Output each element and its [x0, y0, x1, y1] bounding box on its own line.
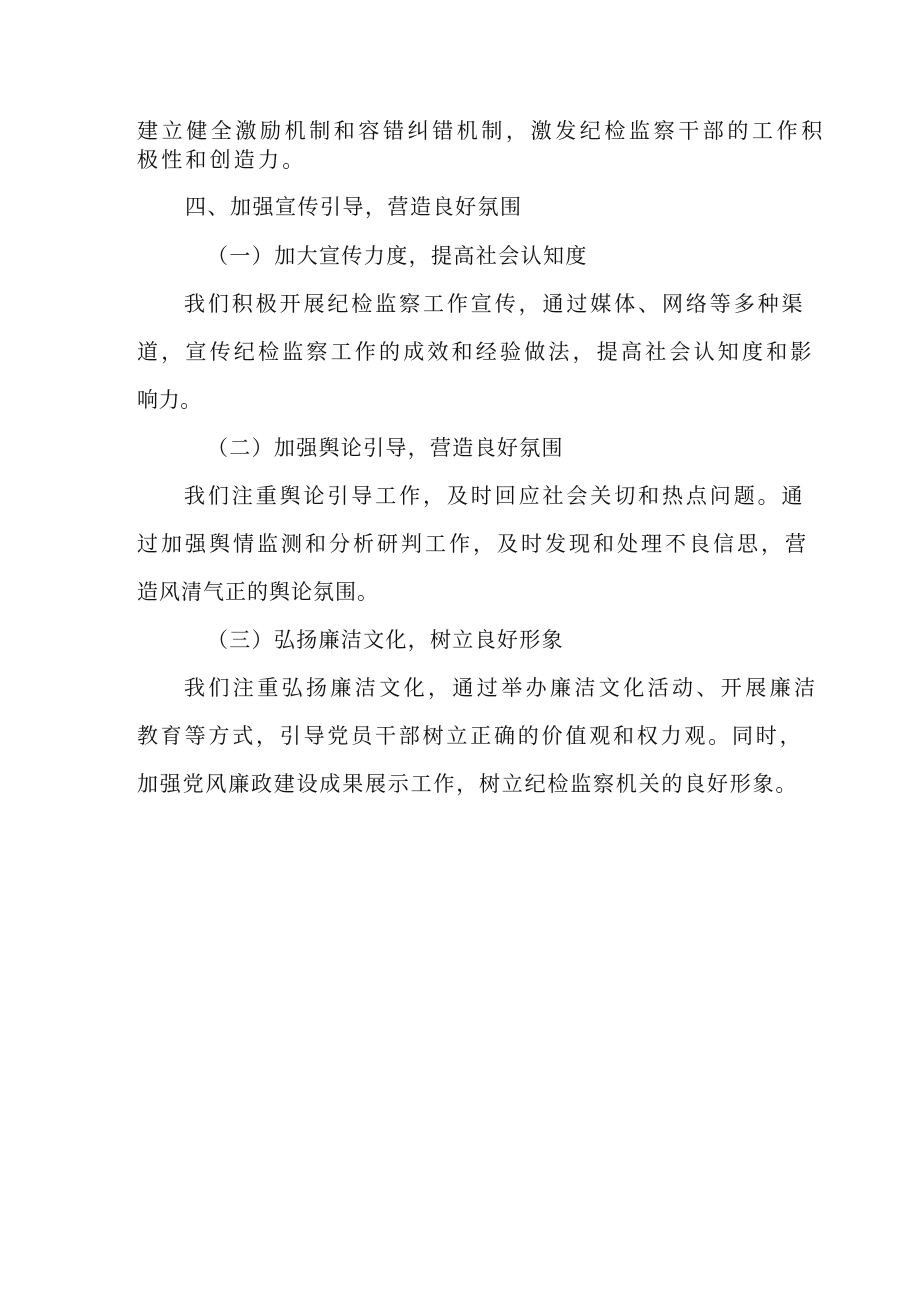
subsection-2-line-2: 过加强舆情监测和分析研判工作，及时发现和处理不良信思，营 [137, 532, 809, 556]
subsection-1-heading: （一）加大宣传力度，提高社会认知度 [207, 244, 588, 268]
subsection-3-heading: （三）弘扬廉洁文化，树立良好形象 [207, 628, 564, 652]
subsection-3-line-1: 我们注重弘扬廉洁文化，通过举办廉洁文化活动、开展廉洁 [184, 676, 819, 700]
continuation-line-1: 建立健全激励机制和容错纠错机制，激发纪检监察干部的工作积 [137, 119, 826, 143]
subsection-3-line-2: 教育等方式，引导党员干部树立正确的价值观和权力观。同时， [137, 724, 804, 748]
subsection-3-line-3: 加强党风廉政建设成果展示工作，树立纪检监察机关的良好形象。 [137, 772, 799, 796]
subsection-2-line-3: 造风清气正的舆论氛围。 [137, 580, 379, 604]
subsection-2-line-1: 我们注重舆论引导工作，及时回应社会关切和热点问题。通 [184, 484, 806, 508]
subsection-1-line-2: 道，宣传纪检监察工作的成效和经验做法，提高社会认知度和影 [137, 340, 815, 364]
subsection-1-line-1: 我们积极开展纪检监察工作宣传，通过媒体、网络等多种渠 [184, 292, 806, 316]
subsection-1-line-3: 响力。 [137, 388, 202, 412]
section-4-heading: 四、加强宣传引导，营造良好氛围 [185, 195, 523, 219]
subsection-2-heading: （二）加强舆论引导，营造良好氛围 [207, 436, 564, 460]
continuation-line-2: 极性和创造力。 [137, 148, 307, 172]
